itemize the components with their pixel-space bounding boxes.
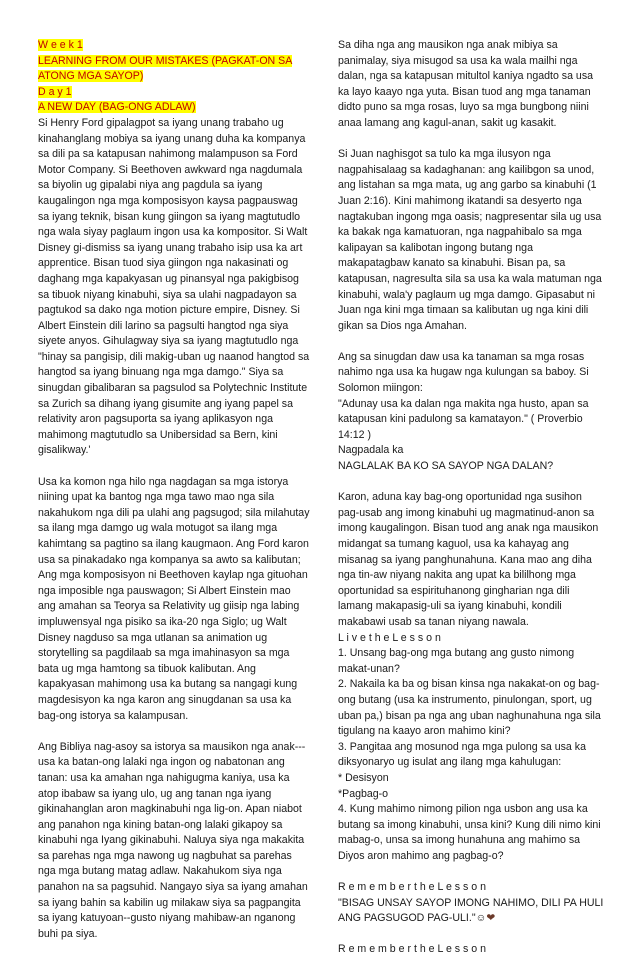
paragraph-common-thread: Usa ka komon nga hilo nga nagdagan sa mga istorya niining upat ka bantog nga mga tawo mao nga sila nakahukom nga dili pa ulahi ang pagsugod; sila milahutay sa ilang mga damgo ug wala motugot sa ilang mga kahimtang sa pagtino sa ilang kaugmaon. Ang Ford karon usa sa pinakadako nga kompanya sa awto sa kalibutan; Ang mga komposisyon ni Beethoven kaylap nga gituohan nga imposible nga pauswagon; Si Albert Einstein mao ang amahan sa Teorya sa Relativity ug giisip nga labing impluwensyal nga pisiko sa ika-20 nga Siglo; ug Walt Disney nagduso sa mga utlanan sa animation ug storytelling sa pagdilaab sa mga imahinasyon sa mga bata ug mga hamtong sa tibuok kalibutan. Ang kapakyasan mahimong usa ka butang sa nangagi kung magdesisyon ka nga karon ang sinugdanan sa usa ka bag-ong istorya sa kalampusan. (38, 475, 310, 722)
word-pagbag-o: *Pagbag-o (338, 787, 389, 800)
question-4: 4. Kung mahimo nimong pilion nga usbon ang usa ka butang sa imong kinabuhi, unsa kini? Kung dili nimo kini mabag-o, unsa sa imong hunahuna ang mahimo sa Diyos aron mahimo ang pagbag-o? (338, 803, 601, 862)
remember-quote-text: "BISAG UNSAY SAYOP IMONG NAHIMO, DILI PA HULI ANG PAGSUGOD PAG-ULI." (338, 896, 604, 925)
question-3: 3. Pangitaa ang mosunod nga mga pulong sa usa ka diksyonaryo ug isulat ang ilang mga kahulugan: (338, 740, 586, 769)
paragraph-journey: Sa diha nga ang mausikon nga anak mibiya sa panimalay, siya misugod sa usa ka wala mailhi nga dalan, nga sa katapusan mitultol kaniya ngadto sa usa ka layo kaayo nga yuta. Bisan tuod ang mga tanaman didto puno sa mga rosas, luyo sa mga bungbong niini anaa lamang ang kagul-anan, sakit ug kasakit. (338, 39, 594, 129)
paragraph-prodigal-son: Ang Bibliya nag-asoy sa istorya sa mausikon nga anak---usa ka batan-ong lalaki nga ingon og nabatonan ang tanan: usa ka amahan nga nahigugma kaniya, usa ka atop ibabaw sa iyang ulo, ug ang tanan nga iyang gikinahanglan aron magkinabuhi nga lig-on. Apan niabot ang panahon nga kining batan-ong lalaki gikapoy sa kinabuhi nga Iyang gikinabuhi. Naluya siya nga makakita sa parehas nga mga nawong ug nagbuhat sa parehas nga mga butang matag adlaw. Nakahukom siya nga panahon na sa pagsuhid. Nangayo siya sa iyang amahan sa iyang bahin sa kabilin ug milakaw siya sa pagpangita sa iyang katuyoan--gusto niyang mahibaw-an nganong buhi pa siya. (38, 740, 308, 940)
nagpadala-line: Nagpadala ka (338, 444, 404, 457)
left-column (38, 38, 310, 958)
week-heading: W e e k 1 (38, 39, 83, 51)
proverb-quote: "Adunay usa ka dalan nga makita nga husto, apan sa katapusan kini padulong sa kamatayon." ( Proverbio 14:12 ) (338, 397, 589, 441)
day-heading: D a y 1 (38, 85, 72, 98)
paragraph-rose-garden: Ang sa sinugdan daw usa ka tanaman sa mga rosas nahimo nga usa ka hugaw nga kulungan sa baboy. Si Solomon miingon: (338, 350, 589, 395)
word-desisyon: * Desisyon (338, 771, 389, 784)
question-2: 2. Nakaila ka ba og bisan kinsa nga nakakat-on og bag-ong butang (usa ka instrumento, pinulongan, sport, ug uban pa,) bisan pa nga ang uban naghunahuna nga sila tigulang na kaayo aron mahimo kini? (338, 678, 601, 738)
remember-the-lesson-heading-2: R e m e m b e r t h e L e s s o n (338, 943, 486, 956)
smiley-icon: ☺ (475, 912, 487, 925)
question-1: 1. Unsang bag-ong mga butang ang gusto nimong makat-unan? (338, 647, 575, 675)
remember-the-lesson-heading: R e m e m b e r t h e L e s s o n (338, 881, 486, 894)
heart-icon: ❤ (486, 912, 496, 925)
paragraph-three-illusions: Si Juan naghisgot sa tulo ka mga ilusyon nga nagpahisalaag sa kadaghanan: ang kailibgon sa unod, ang listahan sa mga mata, ug ang garbo sa kinabuhi (1 Juan 2:16). Kini mahimong ikatandi sa desyerto nga nagtakuban ingong mga oasis; nagpresentar sila ug usa ka bakak nga kamatuoran, nga nagpahibalo sa mga kalipayan sa kalibotan ingong butang nga makapatagbaw kanato sa kinabuhi. Bisan pa, sa katapusan, nagresulta sila sa usa ka wala matuman nga kinabuhi, wala'y paglaum ug mga damgo. Gipasabut ni Juan nga kini mga timaan sa kalibutan ug nga kini dili gikan sa Dios nga Amahan. (338, 148, 602, 332)
remember-quote (338, 896, 604, 927)
day-title: A NEW DAY (BAG-ONG ADLAW) (38, 101, 196, 114)
paragraph-new-opportunity: Karon, aduna kay bag-ong oportunidad nga susihon pag-usab ang imong kinabuhi ug magmatinud-anon sa imong kaugalingon. Bisan tuod ang anak nga mausikon midangat sa tumang kaguol, usa ka kahayag ang misanag sa iyang panghunahuna. Kana mao ang diha nga tin-aw niyang nakita ang upat ka bililhong mga oportunidad sa espirituhanong gingharian nga dili lamang makapasig-uli sa iyang kinabuhi, kondili makabawi usab sa tanan niyang nawala. (338, 491, 599, 628)
right-column (338, 38, 604, 958)
lesson-title: LEARNING FROM OUR MISTAKES (PAGKAT-ON SA ATONG MGA SAYOP) (38, 54, 293, 83)
paragraph-famous-failures: Si Henry Ford gipalagpot sa iyang unang trabaho ug kinahanglang mobiya sa iyang unang duha ka kompanya sa dili pa sa katapusan nahimong malampuson sa Ford Motor Company. Si Beethoven awkward nga nagdumala sa biyolin ug gipalabi niya ang pagdula sa iyang kaugalingon nga mga komposisyon kaysa pagpauswag sa iyang teknik, bisan kung giingon sa iyang magtutudlo nga wala siyay paglaum ingon usa ka kompositor. Si Walt Disney gi-dismiss sa iyang unang trabaho isip usa ka art apprentice. Bisan tuod siya giingon nga nakasinati og daghang mga kapakyasan ug pinansyal nga pakigbisog sa tibuok niyang kinabuhi, siya sa ulahi nagpadayon sa pagtukod sa dako nga motion picture empire, Disney. Si Albert Einstein dili larino sa pagsulti hangtod nga siya siyete anyos. Gihulagway siya sa iyang magtutudlo nga "hinay sa pangisip, dili makig-uban ug naanod hangtod sa hangtod sa iyang binuang nga mga damgo." Siya sa sinugdan gibalibaran sa pagsulod sa Polytechnic Institute sa Zurich sa dihang iyang gisumite ang iyang papel sa relativity aron pagsuporta sa iyang aplikasyon nga mahimong magtutudlo sa Unibersidad sa Bern, kini gisalikway.' (38, 116, 310, 457)
reflection-question: NAGLALAK BA KO SA SAYOP NGA DALAN? (338, 460, 554, 473)
live-the-lesson-heading: L i v e t h e L e s s o n (338, 631, 441, 644)
